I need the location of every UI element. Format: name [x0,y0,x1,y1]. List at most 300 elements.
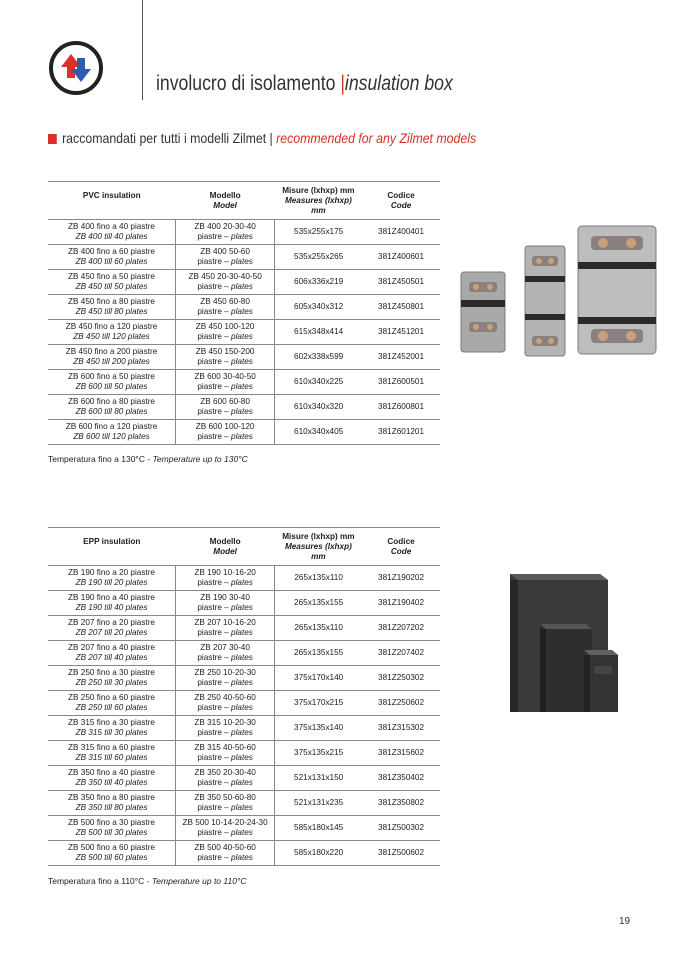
measures-value: 585x180x220 [294,848,344,857]
cell-description [48,370,176,395]
model-sub-english: plates [231,603,253,612]
code-value: 381Z500602 [378,848,425,857]
description-italian: ZB 450 fino a 120 piastre [65,322,158,331]
description-english: ZB 450 till 80 plates [75,307,148,316]
code-value: 381Z451201 [378,327,425,336]
description-english: ZB 315 till 60 plates [75,753,148,762]
cell-model: ZB 315 40-50-60 piastre – plates [176,741,275,766]
model-name: ZB 600 100-120 [195,422,255,431]
table-row [48,691,440,716]
epp-temperature-note [48,876,247,886]
description-italian: ZB 315 fino a 60 piastre [68,743,155,752]
code-value: 381Z450801 [378,302,425,311]
code-value: 381Z450501 [378,277,425,286]
model-sub-english: plates [231,282,253,291]
description-italian: ZB 315 fino a 30 piastre [68,718,155,727]
cell-measures [275,716,362,741]
description-italian: ZB 190 fino a 40 piastre [68,593,155,602]
title-italian: involucro di isolamento [156,72,336,95]
zilmet-logo-icon [48,40,104,96]
measures-value: 610x340x225 [294,377,344,386]
cell-description [48,566,176,591]
model-name: ZB 500 10-14-20-24-30 [182,818,268,827]
cell-description [48,345,176,370]
model-sub-italian: piastre [197,703,222,712]
description-english: ZB 250 till 60 plates [75,703,148,712]
cell-model: ZB 207 10-16-20 piastre – plates [176,616,275,641]
cell-measures [275,345,362,370]
measures-value: 375x135x215 [294,748,344,757]
measures-value: 265x135x110 [294,623,343,632]
cell-description [48,295,176,320]
model-sub-italian: piastre [197,332,222,341]
cell-measures [275,395,362,420]
description-english: ZB 250 till 30 plates [75,678,148,687]
code-value: 381Z350402 [378,773,425,782]
description-italian: ZB 600 fino a 120 piastre [65,422,158,431]
model-sub-italian: piastre [197,628,222,637]
code-value: 381Z190202 [378,573,425,582]
header-insulation [48,182,176,220]
table-row [48,616,440,641]
model-name: ZB 450 100-120 [195,322,255,331]
header-model [176,528,275,566]
epp-note-separator: - [144,876,152,886]
model-sub-italian: piastre [197,753,222,762]
description-english: ZB 400 till 60 plates [75,257,148,266]
cell-description [48,270,176,295]
cell-code [362,566,440,591]
cell-description [48,841,176,866]
model-name: ZB 400 20-30-40 [194,222,256,231]
measures-value: 606x336x219 [294,277,344,286]
model-sub-english: plates [231,257,253,266]
measures-value: 375x170x140 [294,673,344,682]
model-sub-english: plates [231,578,253,587]
model-sub-italian: piastre [197,828,222,837]
title-english: insulation box [344,72,453,95]
cell-description [48,320,176,345]
cell-measures [275,295,362,320]
cell-model: ZB 450 100-120 piastre – plates [176,320,275,345]
model-sub-english: plates [231,803,253,812]
model-name: ZB 315 40-50-60 [194,743,256,752]
model-sub-english: plates [231,778,253,787]
subtitle-italian: raccomandati per tutti i modelli Zilmet [62,130,267,146]
header-code-en: Code [390,547,412,556]
model-sub-italian: piastre [197,728,222,737]
code-value: 381Z250302 [378,673,425,682]
pvc-insulation-box-photo [455,222,660,357]
cell-code [362,816,440,841]
model-name: ZB 350 20-30-40 [194,768,256,777]
model-sub-english: plates [231,653,253,662]
header-insulation [48,528,176,566]
header-measures [275,528,362,566]
epp-note-english: Temperature up to 110°C [151,876,247,886]
model-sub-italian: piastre [197,307,222,316]
cell-description [48,591,176,616]
model-sub-english: plates [231,232,253,241]
code-value: 381Z207402 [378,648,425,657]
cell-model: ZB 190 30-40 piastre – plates [176,591,275,616]
measures-value: 265x135x155 [294,648,344,657]
code-value: 381Z190402 [378,598,425,607]
cell-model: ZB 400 20-30-40 piastre – plates [176,220,275,245]
subtitle-separator: | [269,130,273,146]
table-header-row [48,182,440,220]
cell-description [48,666,176,691]
description-english: ZB 450 till 200 plates [73,357,150,366]
header-measures [275,182,362,220]
code-value: 381Z250602 [378,698,425,707]
cell-code [362,220,440,245]
model-sub-italian: piastre [197,678,222,687]
cell-description [48,816,176,841]
model-sub-italian: piastre [197,232,222,241]
header-insulation-label: EPP insulation [83,537,141,546]
model-name: ZB 250 40-50-60 [194,693,256,702]
cell-code [362,666,440,691]
model-sub-english: plates [231,728,253,737]
cell-measures [275,220,362,245]
cell-model: ZB 450 20-30-40-50 piastre – plates [176,270,275,295]
epp-insulation-box-photo [490,562,630,722]
cell-code [362,766,440,791]
description-italian: ZB 190 fino a 20 piastre [68,568,155,577]
table-row [48,791,440,816]
measures-value: 605x340x312 [294,302,344,311]
code-value: 381Z601201 [378,427,425,436]
cell-measures [275,641,362,666]
measures-value: 375x170x215 [294,698,344,707]
description-italian: ZB 600 fino a 50 piastre [68,372,155,381]
code-value: 381Z350802 [378,798,425,807]
model-sub-italian: piastre [197,778,222,787]
model-sub-italian: piastre [197,407,222,416]
model-sub-italian: piastre [197,603,222,612]
section-subtitle [48,130,476,146]
cell-model: ZB 600 100-120 piastre – plates [176,420,275,445]
model-sub-italian: piastre [197,282,222,291]
description-italian: ZB 500 fino a 30 piastre [68,818,155,827]
table-row [48,666,440,691]
measures-value: 585x180x145 [294,823,344,832]
cell-description [48,791,176,816]
code-value: 381Z500302 [378,823,425,832]
cell-code [362,616,440,641]
cell-code [362,591,440,616]
model-sub-italian: piastre [197,853,222,862]
measures-value: 610x340x405 [294,427,344,436]
table-row [48,395,440,420]
description-english: ZB 450 till 50 plates [75,282,148,291]
description-english: ZB 207 till 20 plates [75,628,148,637]
description-italian: ZB 450 fino a 50 piastre [68,272,155,281]
pvc-insulation-table [48,181,440,445]
header-code-it: Codice [387,191,415,200]
cell-measures [275,616,362,641]
model-name: ZB 400 50-60 [200,247,250,256]
cell-code [362,395,440,420]
cell-model: ZB 315 10-20-30 piastre – plates [176,716,275,741]
cell-model: ZB 400 50-60 piastre – plates [176,245,275,270]
model-sub-italian: piastre [197,432,222,441]
model-name: ZB 350 50-60-80 [194,793,256,802]
cell-code [362,841,440,866]
header-code [362,528,440,566]
table-row [48,741,440,766]
code-value: 381Z315302 [378,723,425,732]
cell-code [362,420,440,445]
pvc-temperature-note [48,454,248,464]
table-row [48,841,440,866]
cell-description [48,245,176,270]
cell-description [48,616,176,641]
code-value: 381Z452001 [378,352,425,361]
table-row [48,766,440,791]
table-row [48,716,440,741]
description-italian: ZB 207 fino a 40 piastre [68,643,155,652]
model-name: ZB 315 10-20-30 [194,718,256,727]
header-measures-en: Measures (lxhxp) mm [284,542,352,561]
cell-description [48,741,176,766]
code-value: 381Z400401 [378,227,425,236]
model-sub-english: plates [231,828,253,837]
model-sub-english: plates [231,432,253,441]
cell-model: ZB 350 20-30-40 piastre – plates [176,766,275,791]
header-insulation-label: PVC insulation [82,191,141,200]
cell-code [362,716,440,741]
cell-code [362,691,440,716]
measures-value: 535x255x175 [294,227,344,236]
measures-value: 615x348x414 [294,327,344,336]
pvc-table-body [48,220,440,445]
model-name: ZB 450 20-30-40-50 [188,272,262,281]
header-model-it: Modello [209,537,241,546]
description-english: ZB 500 till 60 plates [75,853,148,862]
model-name: ZB 207 10-16-20 [194,618,256,627]
description-english: ZB 190 till 20 plates [75,578,148,587]
measures-value: 535x255x265 [294,252,344,261]
cell-code [362,791,440,816]
table-row [48,566,440,591]
model-sub-italian: piastre [197,257,222,266]
model-sub-english: plates [231,307,253,316]
description-italian: ZB 600 fino a 80 piastre [68,397,155,406]
cell-description [48,766,176,791]
description-italian: ZB 250 fino a 60 piastre [68,693,155,702]
description-english: ZB 450 till 120 plates [73,332,150,341]
cell-code [362,641,440,666]
cell-model: ZB 450 60-80 piastre – plates [176,295,275,320]
cell-measures [275,791,362,816]
cell-code [362,370,440,395]
cell-measures [275,691,362,716]
cell-model: ZB 207 30-40 piastre – plates [176,641,275,666]
cell-measures [275,591,362,616]
cell-description [48,395,176,420]
cell-measures [275,766,362,791]
measures-value: 375x135x140 [294,723,344,732]
description-italian: ZB 450 fino a 200 piastre [65,347,158,356]
model-sub-english: plates [231,382,253,391]
title-separator: | [340,72,345,95]
description-english: ZB 350 till 80 plates [75,803,148,812]
cell-measures [275,270,362,295]
header-model-en: Model [213,547,237,556]
model-sub-english: plates [231,703,253,712]
model-sub-english: plates [231,678,253,687]
model-sub-english: plates [231,357,253,366]
cell-description [48,691,176,716]
cell-measures [275,841,362,866]
cell-description [48,420,176,445]
cell-measures [275,320,362,345]
cell-model: ZB 600 60-80 piastre – plates [176,395,275,420]
cell-model: ZB 190 10-16-20 piastre – plates [176,566,275,591]
description-italian: ZB 400 fino a 60 piastre [68,247,155,256]
model-name: ZB 190 10-16-20 [194,568,256,577]
pvc-note-english: Temperature up to 130°C [152,454,248,464]
cell-code [362,741,440,766]
cell-model: ZB 250 40-50-60 piastre – plates [176,691,275,716]
model-sub-italian: piastre [197,653,222,662]
cell-code [362,320,440,345]
model-name: ZB 500 40-50-60 [194,843,256,852]
description-english: ZB 600 till 80 plates [75,407,148,416]
cell-measures [275,370,362,395]
measures-value: 265x135x110 [294,573,343,582]
measures-value: 521x131x150 [294,773,344,782]
cell-model: ZB 500 40-50-60 piastre – plates [176,841,275,866]
header-code [362,182,440,220]
code-value: 381Z315602 [378,748,425,757]
model-name: ZB 600 30-40-50 [194,372,256,381]
table-row [48,295,440,320]
cell-model: ZB 350 50-60-80 piastre – plates [176,791,275,816]
table-row [48,345,440,370]
model-sub-italian: piastre [197,578,222,587]
model-name: ZB 450 60-80 [200,297,250,306]
description-italian: ZB 400 fino a 40 piastre [68,222,155,231]
model-sub-english: plates [231,628,253,637]
cell-code [362,345,440,370]
description-english: ZB 500 till 30 plates [75,828,148,837]
measures-value: 602x338x599 [294,352,344,361]
code-value: 381Z400601 [378,252,425,261]
model-sub-english: plates [231,753,253,762]
subtitle-english: recommended for any Zilmet models [276,130,477,146]
table-row [48,220,440,245]
cell-description [48,220,176,245]
red-square-bullet-icon [48,134,57,144]
cell-model: ZB 600 30-40-50 piastre – plates [176,370,275,395]
epp-insulation-table [48,527,440,866]
measures-value: 265x135x155 [294,598,344,607]
table-row [48,420,440,445]
header-divider-line [142,0,143,100]
description-english: ZB 600 till 50 plates [75,382,148,391]
model-sub-italian: piastre [197,803,222,812]
cell-model: ZB 500 10-14-20-24-30 piastre – plates [176,816,275,841]
measures-value: 610x340x320 [294,402,344,411]
cell-description [48,716,176,741]
description-english: ZB 190 till 40 plates [75,603,148,612]
header-model-en: Model [213,201,237,210]
description-italian: ZB 350 fino a 40 piastre [68,768,155,777]
header-code-en: Code [390,201,412,210]
model-name: ZB 600 60-80 [200,397,250,406]
description-italian: ZB 250 fino a 30 piastre [68,668,155,677]
table-row [48,816,440,841]
table-row [48,370,440,395]
header-measures-it: Misure (lxhxp) mm [282,532,355,541]
cell-description [48,641,176,666]
header-measures-en: Measures (lxhxp) mm [284,196,352,215]
cell-model: ZB 450 150-200 piastre – plates [176,345,275,370]
cell-code [362,270,440,295]
cell-measures [275,420,362,445]
model-name: ZB 250 10-20-30 [194,668,256,677]
measures-value: 521x131x235 [294,798,344,807]
cell-measures [275,666,362,691]
pvc-note-separator: - [144,454,153,464]
cell-measures [275,741,362,766]
description-italian: ZB 207 fino a 20 piastre [68,618,155,627]
page-title [156,72,453,96]
header-code-it: Codice [387,537,415,546]
table-row [48,641,440,666]
cell-measures [275,566,362,591]
table-row [48,320,440,345]
pvc-note-italian: Temperatura fino a 130°C [48,454,145,464]
cell-model: ZB 250 10-20-30 piastre – plates [176,666,275,691]
code-value: 381Z207202 [378,623,425,632]
description-italian: ZB 350 fino a 80 piastre [68,793,155,802]
code-value: 381Z600501 [378,377,425,386]
table-header-row [48,528,440,566]
epp-note-italian: Temperatura fino a 110°C [48,876,145,886]
code-value: 381Z600801 [378,402,425,411]
description-english: ZB 207 till 40 plates [75,653,148,662]
table-row [48,270,440,295]
model-sub-english: plates [231,853,253,862]
cell-measures [275,816,362,841]
cell-code [362,295,440,320]
table-row [48,591,440,616]
header-model-it: Modello [209,191,241,200]
description-italian: ZB 450 fino a 80 piastre [68,297,155,306]
cell-measures [275,245,362,270]
description-english: ZB 600 till 120 plates [73,432,150,441]
header-model [176,182,275,220]
description-italian: ZB 500 fino a 60 piastre [68,843,155,852]
model-name: ZB 450 150-200 [195,347,255,356]
header-measures-it: Misure (lxhxp) mm [282,186,355,195]
model-name: ZB 207 30-40 [200,643,250,652]
description-english: ZB 350 till 40 plates [75,778,148,787]
description-english: ZB 400 till 40 plates [75,232,148,241]
page-number: 19 [619,916,631,927]
epp-table-body [48,566,440,866]
cell-code [362,245,440,270]
model-sub-italian: piastre [197,382,222,391]
model-sub-english: plates [231,332,253,341]
model-sub-english: plates [231,407,253,416]
model-sub-italian: piastre [197,357,222,366]
model-name: ZB 190 30-40 [200,593,250,602]
